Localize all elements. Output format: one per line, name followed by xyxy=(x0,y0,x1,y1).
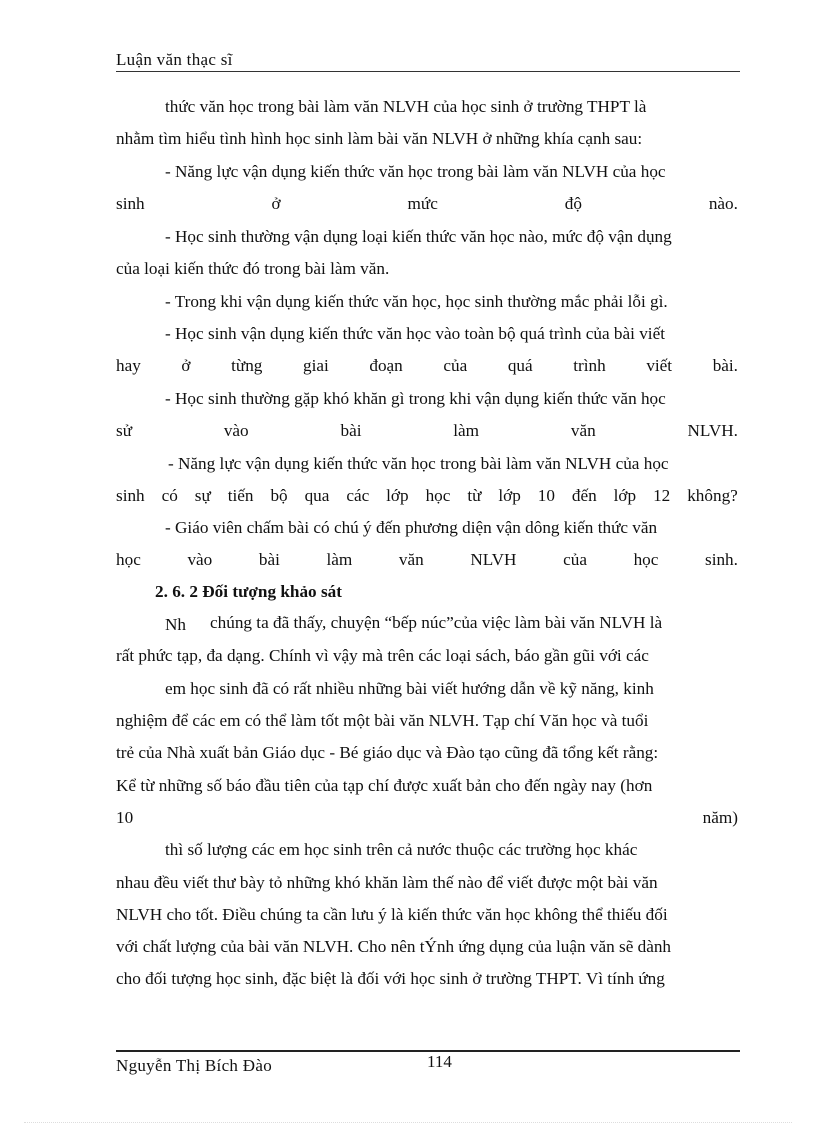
word: văn xyxy=(570,421,596,440)
word: giai xyxy=(302,356,329,375)
word: vào xyxy=(223,421,249,440)
word: vào xyxy=(187,550,213,569)
word: làm xyxy=(326,550,353,569)
word: sử xyxy=(116,421,133,440)
text-line: Kể từ những số báo đầu tiên của tạp chí được xuất bản cho đến ngày nay (hơn xyxy=(116,776,653,795)
word: quá xyxy=(507,356,533,375)
word: của xyxy=(563,550,587,569)
text-line: - Năng lực vận dụng kiến thức văn học trong bài làm văn NLVH của học xyxy=(165,162,666,181)
page-number: 114 xyxy=(427,1052,452,1071)
text-fragment: Nh xyxy=(165,615,187,634)
justified-line xyxy=(116,550,738,570)
word: mức xyxy=(407,194,438,213)
section-heading: 2. 6. 2 Đối tượng khảo sát xyxy=(155,582,342,601)
word: sự xyxy=(194,486,211,505)
word: bài. xyxy=(712,356,738,375)
word: đoạn xyxy=(369,356,403,375)
word: học xyxy=(633,550,659,569)
word: đến xyxy=(571,486,597,505)
word: độ xyxy=(564,194,582,213)
word: lớp xyxy=(498,486,521,505)
word: năm) xyxy=(702,808,738,827)
text-line: cho đối tượng học sinh, đặc biệt là đối với học sinh ở trường THPT. Vì tính ứng xyxy=(116,969,665,988)
word: sinh. xyxy=(705,550,738,569)
word: hay xyxy=(116,356,141,375)
text-line: thức văn học trong bài làm văn NLVH của học sinh ở trường THPT là xyxy=(165,97,647,116)
text-line: NLVH cho tốt. Điều chúng ta cần lưu ý là kiến thức văn học không thể thiếu đối xyxy=(116,905,668,924)
text-line: nhằm tìm hiểu tình hình học sinh làm bài văn NLVH ở những khía cạnh sau: xyxy=(116,129,643,148)
text-line: - Năng lực vận dụng kiến thức văn học trong bài làm văn NLVH của học xyxy=(168,454,669,473)
word: học xyxy=(116,550,141,569)
word: từ xyxy=(467,486,482,505)
word: văn xyxy=(398,550,424,569)
word: ở xyxy=(271,194,281,213)
justified-line xyxy=(116,356,738,376)
footer-author: Nguyễn Thị Bích Đào xyxy=(116,1056,273,1075)
text-line: - Trong khi vận dụng kiến thức văn học, học sinh thường mắc phải lỗi gì. xyxy=(165,292,668,311)
text-line: chúng ta đã thấy, chuyện “bếp núc”của việc làm bài văn NLVH là xyxy=(210,613,663,632)
text-line: trẻ của Nhà xuất bản Giáo dục - Bé giáo dục và Đào tạo cũng đã tổng kết rằng: xyxy=(116,743,659,762)
text-line: em học sinh đã có rất nhiều những bài viết hướng dẫn về kỹ năng, kinh xyxy=(165,679,654,698)
text-line: nghiệm để các em có thể làm tốt một bài văn NLVH. Tạp chí Văn học và tuổi xyxy=(116,711,649,730)
text-line: của loại kiến thức đó trong bài làm văn. xyxy=(116,259,390,278)
word: lớp xyxy=(613,486,637,505)
justified-line xyxy=(116,421,738,441)
word: có xyxy=(161,486,178,505)
word: từng xyxy=(231,356,263,375)
text-line: thì số lượng các em học sinh trên cả nước thuộc các trường học khác xyxy=(165,840,638,859)
word: 10 xyxy=(116,808,134,827)
word: của xyxy=(443,356,468,375)
word: ở xyxy=(181,356,191,375)
word: lớp xyxy=(386,486,409,505)
word: bài xyxy=(258,550,280,569)
text-line: với chất lượng của bài văn NLVH. Cho nên tÝnh ứng dụng của luận văn sẽ dành xyxy=(116,937,672,956)
word: NLVH xyxy=(470,550,517,569)
justified-line xyxy=(116,808,738,828)
word: trình xyxy=(573,356,606,375)
word: qua xyxy=(304,486,330,505)
text-line: - Học sinh thường gặp khó khăn gì trong khi vận dụng kiến thức văn học xyxy=(165,389,666,408)
text-line: nhau đều viết thư bày tỏ những khó khăn làm thế nào để viết được một bài văn xyxy=(116,873,658,892)
word: nào. xyxy=(708,194,738,213)
word: sinh xyxy=(116,486,145,505)
text-line: rất phức tạp, đa dạng. Chính vì vậy mà trên các loại sách, báo gần gũi với các xyxy=(116,646,649,665)
word: tiến xyxy=(227,486,254,505)
header-rule xyxy=(116,71,740,72)
justified-line xyxy=(116,194,738,214)
word: NLVH. xyxy=(687,421,738,440)
running-header: Luận văn thạc sĩ xyxy=(116,50,233,69)
word: bài xyxy=(340,421,362,440)
word: các xyxy=(346,486,370,505)
justified-line xyxy=(116,486,738,506)
word: không? xyxy=(687,486,738,505)
word: làm xyxy=(453,421,480,440)
text-line: - Giáo viên chấm bài có chú ý đến phương diện vận dông kiến thức văn xyxy=(165,518,658,537)
text-line: - Học sinh vận dụng kiến thức văn học vào toàn bộ quá trình của bài viết xyxy=(165,324,665,343)
word: 10 xyxy=(537,486,555,505)
text-line: - Học sinh thường vận dụng loại kiến thức văn học nào, mức độ vận dụng xyxy=(165,227,672,246)
word: 12 xyxy=(653,486,671,505)
word: học xyxy=(425,486,451,505)
word: bộ xyxy=(270,486,288,505)
word: sinh xyxy=(116,194,145,213)
word: viết xyxy=(646,356,673,375)
